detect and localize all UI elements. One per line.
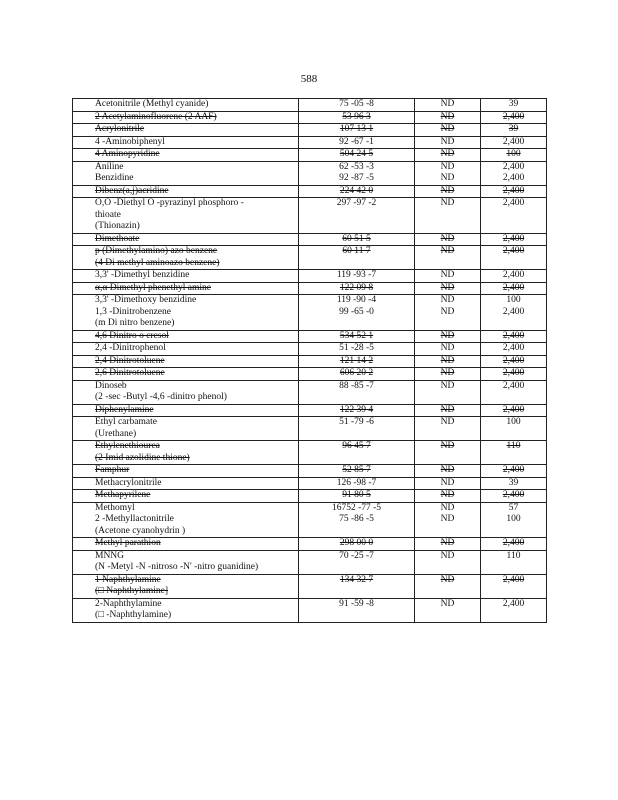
cell-line: 99 -65 -0 (339, 306, 374, 317)
value-cell (481, 502, 547, 538)
detection-cell (415, 477, 481, 490)
cas-number-cell (299, 99, 415, 112)
value-cell (481, 417, 547, 441)
cell-line: 75 -86 -5 (339, 514, 374, 524)
detection-cell (415, 538, 481, 551)
chemical-name-cell (73, 233, 299, 246)
value-cell (481, 368, 547, 381)
value-cell (481, 355, 547, 368)
cell-line: ND (440, 355, 455, 366)
cas-number-cell (299, 161, 415, 185)
cas-number-cell (299, 465, 415, 478)
cell-line: 75 -05 -8 (339, 99, 374, 109)
cell-line: 1,3 -Dinitrobenzene (95, 306, 171, 317)
cell-line: 2,400 (502, 490, 525, 500)
table-row (73, 550, 547, 574)
cell-line: MNNG (95, 550, 125, 561)
detection-cell (415, 124, 481, 137)
cas-number-cell (299, 185, 415, 198)
detection-cell (415, 355, 481, 368)
detection-cell (415, 441, 481, 465)
chemical-name-cell (73, 380, 299, 404)
cell-line: ND (440, 538, 455, 548)
cell-line: 2,400 (502, 161, 525, 172)
value-cell (481, 124, 547, 137)
cell-line: ND (440, 404, 455, 415)
cell-line: 2,400 (502, 270, 525, 280)
cell-line: 2,400 (502, 538, 525, 548)
cell-line: 534 52 1 (339, 330, 374, 341)
table-row-deleted (73, 465, 547, 478)
cell-line: 2,4 Dinitrotoluene (95, 355, 165, 366)
cell-line: ND (440, 343, 455, 353)
cell-line: 122 09 8 (339, 282, 374, 293)
cell-line: 51 -28 -5 (339, 343, 374, 353)
cas-number-cell (299, 270, 415, 283)
chemical-name-cell (73, 417, 299, 441)
cell-line: 60 51 5 (342, 233, 371, 244)
chemical-name-cell (73, 490, 299, 503)
cell-line: 100 (506, 514, 521, 524)
chemical-name-cell (73, 368, 299, 381)
detection-cell (415, 99, 481, 112)
cell-line: ND (440, 574, 455, 585)
cell-line: ND (440, 441, 455, 451)
cell-line: ND (440, 149, 455, 159)
chemical-name-cell (73, 355, 299, 368)
cell-line: (Thionazin) (95, 221, 140, 231)
cell-line: ND (440, 514, 455, 524)
cell-line: 88 -85 -7 (339, 380, 374, 391)
cell-line: 100 (506, 417, 521, 427)
cell-line: 2 Acetylaminofluorene (2 AAF) (95, 111, 217, 122)
cas-number-cell (299, 404, 415, 417)
table-row (73, 598, 547, 622)
cell-line: 2 -Methyllactonitrile (95, 514, 174, 524)
detection-cell (415, 295, 481, 331)
cell-line: ND (440, 161, 455, 172)
cell-line: 57 (508, 502, 519, 513)
cell-line: ND (440, 380, 455, 391)
cell-line: ND (440, 246, 455, 256)
table-row (73, 502, 547, 538)
value-cell (481, 99, 547, 112)
cell-line: 119 -93 -7 (336, 270, 377, 280)
cas-number-cell (299, 282, 415, 295)
table-row-deleted (73, 282, 547, 295)
chemical-name-cell (73, 441, 299, 465)
table-row-deleted (73, 368, 547, 381)
detection-cell (415, 490, 481, 503)
cas-number-cell (299, 490, 415, 503)
cell-line: 110 (506, 550, 521, 561)
value-cell (481, 550, 547, 574)
cell-line: 3,3' -Dimethoxy benzidine (95, 295, 197, 305)
cell-line: Diphenylamine (95, 404, 154, 415)
cas-number-cell (299, 368, 415, 381)
detection-cell (415, 111, 481, 124)
cell-line: 2,400 (502, 330, 525, 341)
cell-line: Benzidine (95, 173, 134, 183)
detection-cell (415, 502, 481, 538)
cell-line: ND (440, 136, 455, 147)
table-row-deleted (73, 246, 547, 270)
chemical-name-cell (73, 598, 299, 622)
cell-line: 2,400 (502, 173, 525, 183)
cell-line: 2,400 (502, 233, 525, 244)
cell-line: (Acetone cyanohydrin ) (95, 525, 186, 536)
cell-line: Famphur (95, 465, 130, 475)
cell-line: α,α Dimethyl phenethyl amine (95, 282, 212, 293)
cas-number-cell (299, 417, 415, 441)
cell-line: 39 (508, 477, 519, 488)
cell-line: 2,400 (502, 465, 525, 475)
chemical-name-cell (73, 99, 299, 112)
value-cell (481, 233, 547, 246)
cell-line: (m Di nitro benzene) (95, 318, 175, 328)
cell-line: 51 -79 -6 (339, 417, 374, 427)
cell-line: 92 -87 -5 (339, 173, 374, 183)
cell-line: 2,400 (502, 282, 525, 293)
detection-cell (415, 380, 481, 404)
cell-line: 107 13 1 (339, 124, 374, 134)
cell-line: ND (440, 330, 455, 341)
cas-number-cell (299, 295, 415, 331)
cas-number-cell (299, 330, 415, 343)
value-cell (481, 490, 547, 503)
cell-line: Aniline (95, 161, 124, 172)
value-cell (481, 330, 547, 343)
table-row-deleted (73, 233, 547, 246)
cell-line: 122 39 4 (339, 404, 374, 415)
detection-cell (415, 161, 481, 185)
cell-line: 92 -67 -1 (339, 136, 374, 147)
cell-line: Dinoseb (95, 380, 127, 391)
cell-line: 2,400 (502, 404, 525, 415)
chemical-name-cell (73, 124, 299, 137)
chemical-name-cell (73, 574, 299, 598)
detection-cell (415, 233, 481, 246)
cell-line: (□ -Naphthylamine) (95, 610, 172, 620)
cas-number-cell (299, 441, 415, 465)
cell-line: ND (440, 550, 455, 561)
value-cell (481, 136, 547, 149)
chemical-name-cell (73, 246, 299, 270)
cas-number-cell (299, 246, 415, 270)
chemical-name-cell (73, 538, 299, 551)
cell-line: ND (440, 368, 455, 378)
cell-line: 2,400 (502, 111, 525, 122)
table-row-deleted (73, 149, 547, 162)
cell-line: Methyl parathion (95, 538, 161, 548)
table-row-deleted (73, 355, 547, 368)
cell-line: 39 (508, 99, 519, 109)
cell-line: p (Dimethylamino) azo benzene (95, 246, 218, 256)
chemical-name-cell (73, 477, 299, 490)
cell-line: 91 -59 -8 (339, 598, 374, 609)
cell-line: 2,400 (502, 306, 525, 317)
cell-line: 4 -Aminobiphenyl (95, 136, 165, 147)
cell-line: ND (440, 198, 455, 208)
chemical-name-cell (73, 465, 299, 478)
cas-number-cell (299, 124, 415, 137)
cell-line: 134 32 7 (339, 574, 374, 585)
cell-line: 52 85 7 (342, 465, 371, 475)
cell-line: ND (440, 99, 455, 109)
cell-line: 39 (508, 124, 519, 134)
chemical-name-cell (73, 550, 299, 574)
cell-line: ND (440, 295, 455, 305)
cell-line: 91 80 5 (342, 490, 371, 500)
value-cell (481, 380, 547, 404)
cell-line: 2,400 (502, 380, 525, 391)
detection-cell (415, 368, 481, 381)
value-cell (481, 441, 547, 465)
cell-line: ND (440, 111, 455, 122)
detection-cell (415, 185, 481, 198)
table-row-deleted (73, 441, 547, 465)
value-cell (481, 185, 547, 198)
cell-line: 1 Naphthylamine (95, 574, 161, 585)
cell-line: 2,4 -Dinitrophenol (95, 343, 166, 353)
cas-number-cell (299, 477, 415, 490)
cell-line: ND (440, 502, 455, 513)
cell-line: 4,6 Dinitro o cresol (95, 330, 169, 341)
cas-number-cell (299, 550, 415, 574)
cell-line: 119 -90 -4 (336, 295, 377, 305)
table-row-deleted (73, 185, 547, 198)
cell-line: 60 11 7 (342, 246, 371, 256)
value-cell (481, 149, 547, 162)
cas-number-cell (299, 538, 415, 551)
chemical-name-cell (73, 185, 299, 198)
value-cell (481, 111, 547, 124)
value-cell (481, 477, 547, 490)
cell-line: ND (440, 124, 455, 134)
value-cell (481, 198, 547, 234)
cell-line: Ethyl carbamate (95, 417, 157, 427)
table-row (73, 380, 547, 404)
value-cell (481, 538, 547, 551)
cell-line: ND (440, 477, 455, 488)
table-row-deleted (73, 330, 547, 343)
chemical-name-cell (73, 330, 299, 343)
cell-line: 2,6 Dinitrotoluene (95, 368, 165, 378)
detection-cell (415, 198, 481, 234)
table-row (73, 270, 547, 283)
value-cell (481, 598, 547, 622)
cell-line: 4 Aminopyridine (95, 149, 160, 159)
page-number: 588 (300, 73, 318, 85)
cas-number-cell (299, 149, 415, 162)
cell-line: (N -Metyl -N -nitroso -N' -nitro guanidine) (95, 562, 259, 572)
value-cell (481, 404, 547, 417)
chemical-name-cell (73, 161, 299, 185)
cell-line: Acrylonitrile (95, 124, 145, 134)
cell-line: 504 24 5 (339, 149, 374, 159)
cell-line: Dimethoate (95, 233, 140, 244)
table-row (73, 343, 547, 356)
table-row (73, 198, 547, 234)
cell-line: 96 45 7 (342, 441, 371, 451)
cell-line: 16752 -77 -5 (331, 502, 382, 513)
cell-line: 70 -25 -7 (339, 550, 374, 561)
cell-line: 100 (506, 149, 521, 159)
table-row-deleted (73, 404, 547, 417)
cell-line: 2,400 (502, 343, 525, 353)
cell-line: 126 -98 -7 (336, 477, 377, 488)
cas-number-cell (299, 355, 415, 368)
cell-line: 2,400 (502, 355, 525, 366)
cell-line: 100 (506, 295, 521, 305)
cell-line: (□ Naphthylamine] (95, 586, 169, 596)
chemical-name-cell (73, 343, 299, 356)
cell-line: ND (440, 282, 455, 293)
cell-line: 298 00 0 (339, 538, 374, 548)
cell-line: ND (440, 173, 455, 183)
cell-line: 606 20 2 (339, 368, 374, 378)
chemical-name-cell (73, 502, 299, 538)
value-cell (481, 343, 547, 356)
table-row (73, 417, 547, 441)
cas-number-cell (299, 343, 415, 356)
cas-number-cell (299, 233, 415, 246)
cell-line: 2,400 (502, 368, 525, 378)
table-row-deleted (73, 124, 547, 137)
cell-line: Ethylenethiourea (95, 441, 160, 451)
detection-cell (415, 282, 481, 295)
chemical-table (72, 98, 547, 623)
value-cell (481, 282, 547, 295)
cell-line: thioate (95, 209, 121, 220)
table-row-deleted (73, 111, 547, 124)
value-cell (481, 246, 547, 270)
detection-cell (415, 330, 481, 343)
chemical-name-cell (73, 149, 299, 162)
cell-line: O,O -Diethyl O -pyrazinyl phosphoro - (95, 198, 244, 208)
cell-line: ND (440, 598, 455, 609)
detection-cell (415, 550, 481, 574)
cell-line: Methapyrilene (95, 490, 151, 500)
cell-line: ND (440, 465, 455, 475)
cell-line: ND (440, 306, 455, 317)
cell-line: 2,400 (502, 136, 525, 147)
detection-cell (415, 417, 481, 441)
table-body (73, 99, 547, 623)
chemical-name-cell (73, 111, 299, 124)
detection-cell (415, 404, 481, 417)
cell-line: 121 14 2 (339, 355, 374, 366)
table-row (73, 99, 547, 112)
value-cell (481, 574, 547, 598)
cell-line: 3,3' -Dimethyl benzidine (95, 270, 190, 280)
cas-number-cell (299, 380, 415, 404)
chemical-name-cell (73, 136, 299, 149)
cell-line: (2 -sec -Butyl -4,6 -dinitro phenol) (95, 392, 227, 402)
cell-line: Acetonitrile (Methyl cyanide) (95, 99, 209, 109)
detection-cell (415, 136, 481, 149)
cas-number-cell (299, 574, 415, 598)
cell-line: 297 -97 -2 (336, 198, 377, 208)
table-row (73, 161, 547, 185)
detection-cell (415, 246, 481, 270)
table-row (73, 295, 547, 331)
chemical-name-cell (73, 282, 299, 295)
cell-line: 2,400 (502, 198, 525, 208)
cell-line: Methomyl (95, 502, 135, 513)
detection-cell (415, 270, 481, 283)
detection-cell (415, 598, 481, 622)
table-row (73, 136, 547, 149)
value-cell (481, 161, 547, 185)
cas-number-cell (299, 136, 415, 149)
table-row-deleted (73, 490, 547, 503)
value-cell (481, 465, 547, 478)
detection-cell (415, 149, 481, 162)
cell-line: 2,400 (502, 185, 525, 196)
cell-line: (2 Imid azolidine thione) (95, 452, 190, 463)
cell-line: ND (440, 417, 455, 427)
cas-number-cell (299, 598, 415, 622)
detection-cell (415, 343, 481, 356)
cell-line: 2,400 (502, 574, 525, 585)
chemical-name-cell (73, 270, 299, 283)
cas-number-cell (299, 502, 415, 538)
cell-line: 110 (506, 441, 521, 451)
cell-line: ND (440, 185, 455, 196)
detection-cell (415, 574, 481, 598)
cell-line: ND (440, 233, 455, 244)
chemical-name-cell (73, 198, 299, 234)
cell-line: ND (440, 270, 455, 280)
value-cell (481, 270, 547, 283)
table-row (73, 477, 547, 490)
chemical-name-cell (73, 404, 299, 417)
cell-line: 2-Naphthylamine (95, 598, 162, 609)
cell-line: Methacrylonitrile (95, 477, 162, 488)
cell-line: (Urethane) (95, 428, 137, 439)
cell-line: (4 Di methyl aminoazo benzene) (95, 257, 220, 268)
cell-line: Dibenz(a,j)acridine (95, 185, 169, 196)
cell-line: 2,400 (502, 598, 525, 609)
chemical-name-cell (73, 295, 299, 331)
cell-line: 2,400 (502, 246, 525, 256)
table-row-deleted (73, 538, 547, 551)
table-row-deleted (73, 574, 547, 598)
cell-line: 224 42 0 (339, 185, 374, 196)
cell-line: 62 -53 -3 (339, 161, 374, 172)
cas-number-cell (299, 198, 415, 234)
cell-line: 53 96 3 (342, 111, 371, 122)
cas-number-cell (299, 111, 415, 124)
value-cell (481, 295, 547, 331)
cell-line: ND (440, 490, 455, 500)
detection-cell (415, 465, 481, 478)
